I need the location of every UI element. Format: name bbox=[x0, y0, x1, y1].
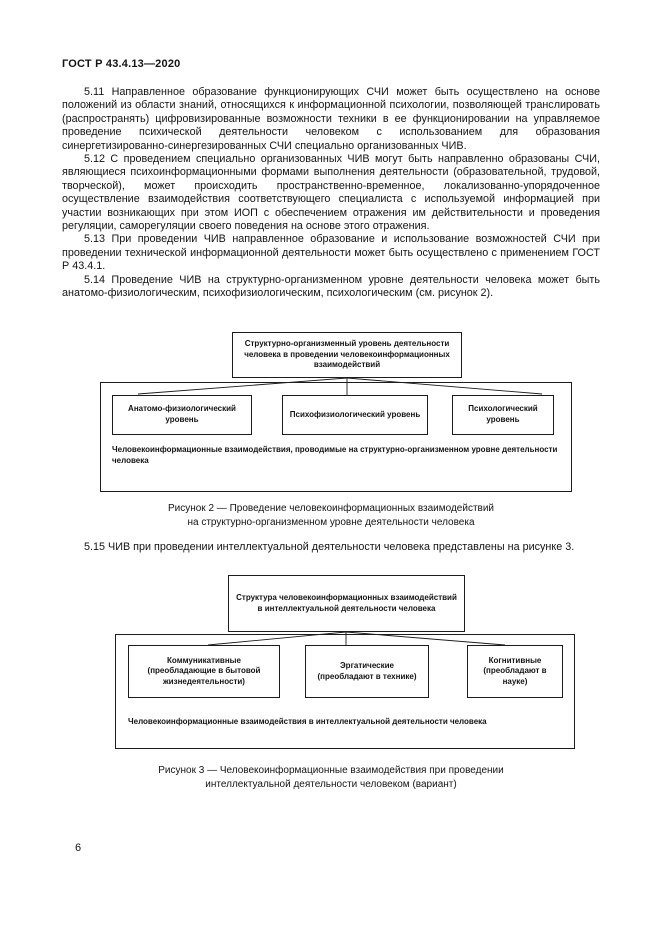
paragraph-5-15-block bbox=[62, 541, 600, 554]
figure-3-diagram bbox=[0, 575, 661, 750]
document-header: ГОСТ Р 43.4.13—2020 bbox=[62, 58, 181, 70]
figure-2-caption-line1: Рисунок 2 — Проведение человекоинформационных взаимодействий bbox=[167, 503, 495, 514]
figure-2-box-anatomo: Анатомо-физиологический уровень bbox=[112, 395, 252, 435]
figure-3-caption bbox=[62, 764, 600, 791]
page-number: 6 bbox=[75, 842, 82, 854]
figure-2-title-box: Структурно-организменный уровень деятельности человека в проведении человекоинформационных взаимодействий bbox=[232, 332, 462, 378]
figure-3-box-cognitive: Когнитивные (преобладают в науке) bbox=[467, 645, 563, 698]
paragraph-5-13: 5.13 При проведении ЧИВ направленное образование и использование возможностей СЧИ при проведении технической информационной деятельности может быть осуществлено с применением ГОСТ Р 43.4.1. bbox=[62, 233, 600, 273]
figure-3-caption-line2: интеллектуальной деятельности человеком (вариант) bbox=[205, 778, 457, 790]
figure-2-bottom-label: Человекоинформационные взаимодействия, проводимые на структурно-организменном уровне деятельности человека bbox=[112, 445, 558, 466]
figure-3-box-communicative: Коммуникативные (преобладающие в бытовой жизнедеятельности) bbox=[128, 645, 280, 698]
figure-3-box-ergatic: Эргатические (преобладают в технике) bbox=[305, 645, 429, 698]
paragraph-5-12: 5.12 С проведением специально организованных ЧИВ могут быть направленно образованы СЧИ, являющиеся психоинформационными формами выполнения деятельности (образовательной, трудовой, творческой), может происходить пространственно-временное, локализованно-упорядоченное осуществление взаимодействия соответствующего специалиста с используемой информацией при участии возникающих при этом ИОП с обеспечением отражения им действительности и проведения регуляции, саморегуляции своего поведения на основе этого отражения. bbox=[62, 153, 600, 233]
figure-2-diagram bbox=[0, 332, 661, 492]
figure-3-bottom-label: Человекоинформационные взаимодействия в интеллектуальной деятельности человека bbox=[128, 717, 487, 726]
figure-3-title-box: Структура человекоинформационных взаимодействий в интеллектуальной деятельности человека bbox=[228, 575, 465, 632]
figure-3-caption-line1: Рисунок 3 — Человекоинформационные взаимодействия при проведении bbox=[158, 765, 504, 776]
paragraph-5-15: 5.15 ЧИВ при проведении интеллектуальной деятельности человека представлены на рисунке 3. bbox=[84, 541, 575, 553]
paragraph-5-11: 5.11 Направленное образование функционирующих СЧИ может быть осуществлено на основе положений из области знаний, относящихся к информационной психологии, позволяющей транслировать (распространять) цифровизированные возможности техники в ее функционировании на управляемое проведение психической деятельности человеком с использованием для образования синергетизированно-синергезированных СЧИ специально организованных ЧИВ. bbox=[62, 86, 600, 152]
figure-2-box-psycho: Психологический уровень bbox=[452, 395, 554, 435]
paragraph-5-14: 5.14 Проведение ЧИВ на структурно-организменном уровне деятельности человека может быть анатомо-физиологическим, психофизиологическим, психологическим (см. рисунок 2). bbox=[62, 273, 600, 300]
figure-2-caption bbox=[62, 502, 600, 529]
figure-2-caption-line2: на структурно-организменном уровне деятельности человека bbox=[187, 516, 475, 528]
body-text-block bbox=[62, 86, 600, 301]
figure-2-box-psychophysio: Психофизиологический уровень bbox=[282, 395, 428, 435]
